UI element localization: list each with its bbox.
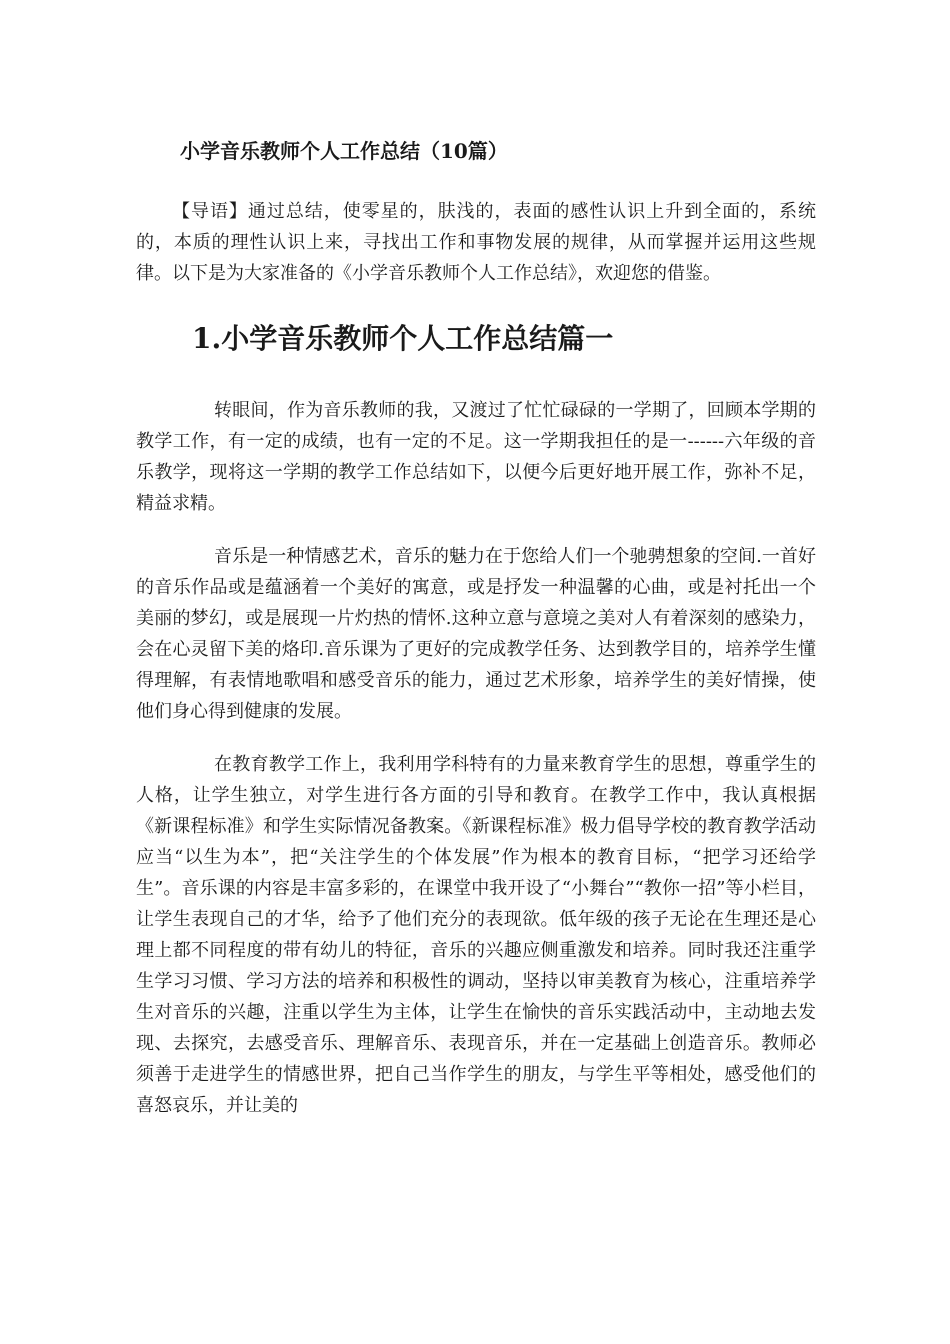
body-paragraph: 转眼间，作为音乐教师的我，又渡过了忙忙碌碌的一学期了，回顾本学期的教学工作，有一定的成绩，也有一定的不足。这一学期我担任的是一------六年级的音乐教学，现将这一学期的教学工作总结如下，以便今后更好地开展工作，弥补不足，精益求精。 (136, 400, 816, 514)
section-body (136, 395, 816, 1143)
document-title: 小学音乐教师个人工作总结（10篇） (180, 139, 508, 163)
body-paragraph: 音乐是一种情感艺术，音乐的魅力在于您给人们一个驰骋想象的空间.一首好的音乐作品或是蕴涵着一个美好的寓意，或是抒发一种温馨的心曲，或是衬托出一个美丽的梦幻，或是展现一片灼热的情怀.这种立意与意境之美对人有着深刻的感染力，会在心灵留下美的烙印.音乐课为了更好的完成教学任务、达到教学目的，培养学生懂得理解，有表情地歌唱和感受音乐的能力，通过艺术形象，培养学生的美好情操，使他们身心得到健康的发展。 (136, 546, 816, 722)
body-paragraph: 在教育教学工作上，我利用学科特有的力量来教育学生的思想，尊重学生的人格，让学生独立，对学生进行各方面的引导和教育。在教学工作中，我认真根据《新课程标准》和学生实际情况备教案。《新课程标准》极力倡导学校的教育教学活动应当“以生为本”，把“关注学生的个体发展”作为根本的教育目标，“把学习还给学生”。音乐课的内容是丰富多彩的，在课堂中我开设了“小舞台”“教你一招”等小栏目，让学生表现自己的才华，给予了他们充分的表现欲。低年级的孩子无论在生理还是心理上都不同程度的带有幼儿的特征，音乐的兴趣应侧重激发和培养。同时我还注重学生学习习惯、学习方法的培养和积极性的调动，坚持以审美教育为核心，注重培养学生对音乐的兴趣，注重以学生为主体，让学生在愉快的音乐实践活动中，主动地去发现、去探究，去感受音乐、理解音乐、表现音乐，并在一定基础上创造音乐。教师必须善于走进学生的情感世界，把自己当作学生的朋友，与学生平等相处，感受他们的喜怒哀乐，并让美的 (136, 754, 816, 1116)
intro-paragraph: 【导语】通过总结，使零星的，肤浅的，表面的感性认识上升到全面的，系统的，本质的理性认识上来，寻找出工作和事物发展的规律，从而掌握并运用这些规律。以下是为大家准备的《小学音乐教师个人工作总结》，欢迎您的借鉴。 (136, 201, 816, 284)
section-heading: 1.小学音乐教师个人工作总结篇一 (192, 322, 614, 355)
